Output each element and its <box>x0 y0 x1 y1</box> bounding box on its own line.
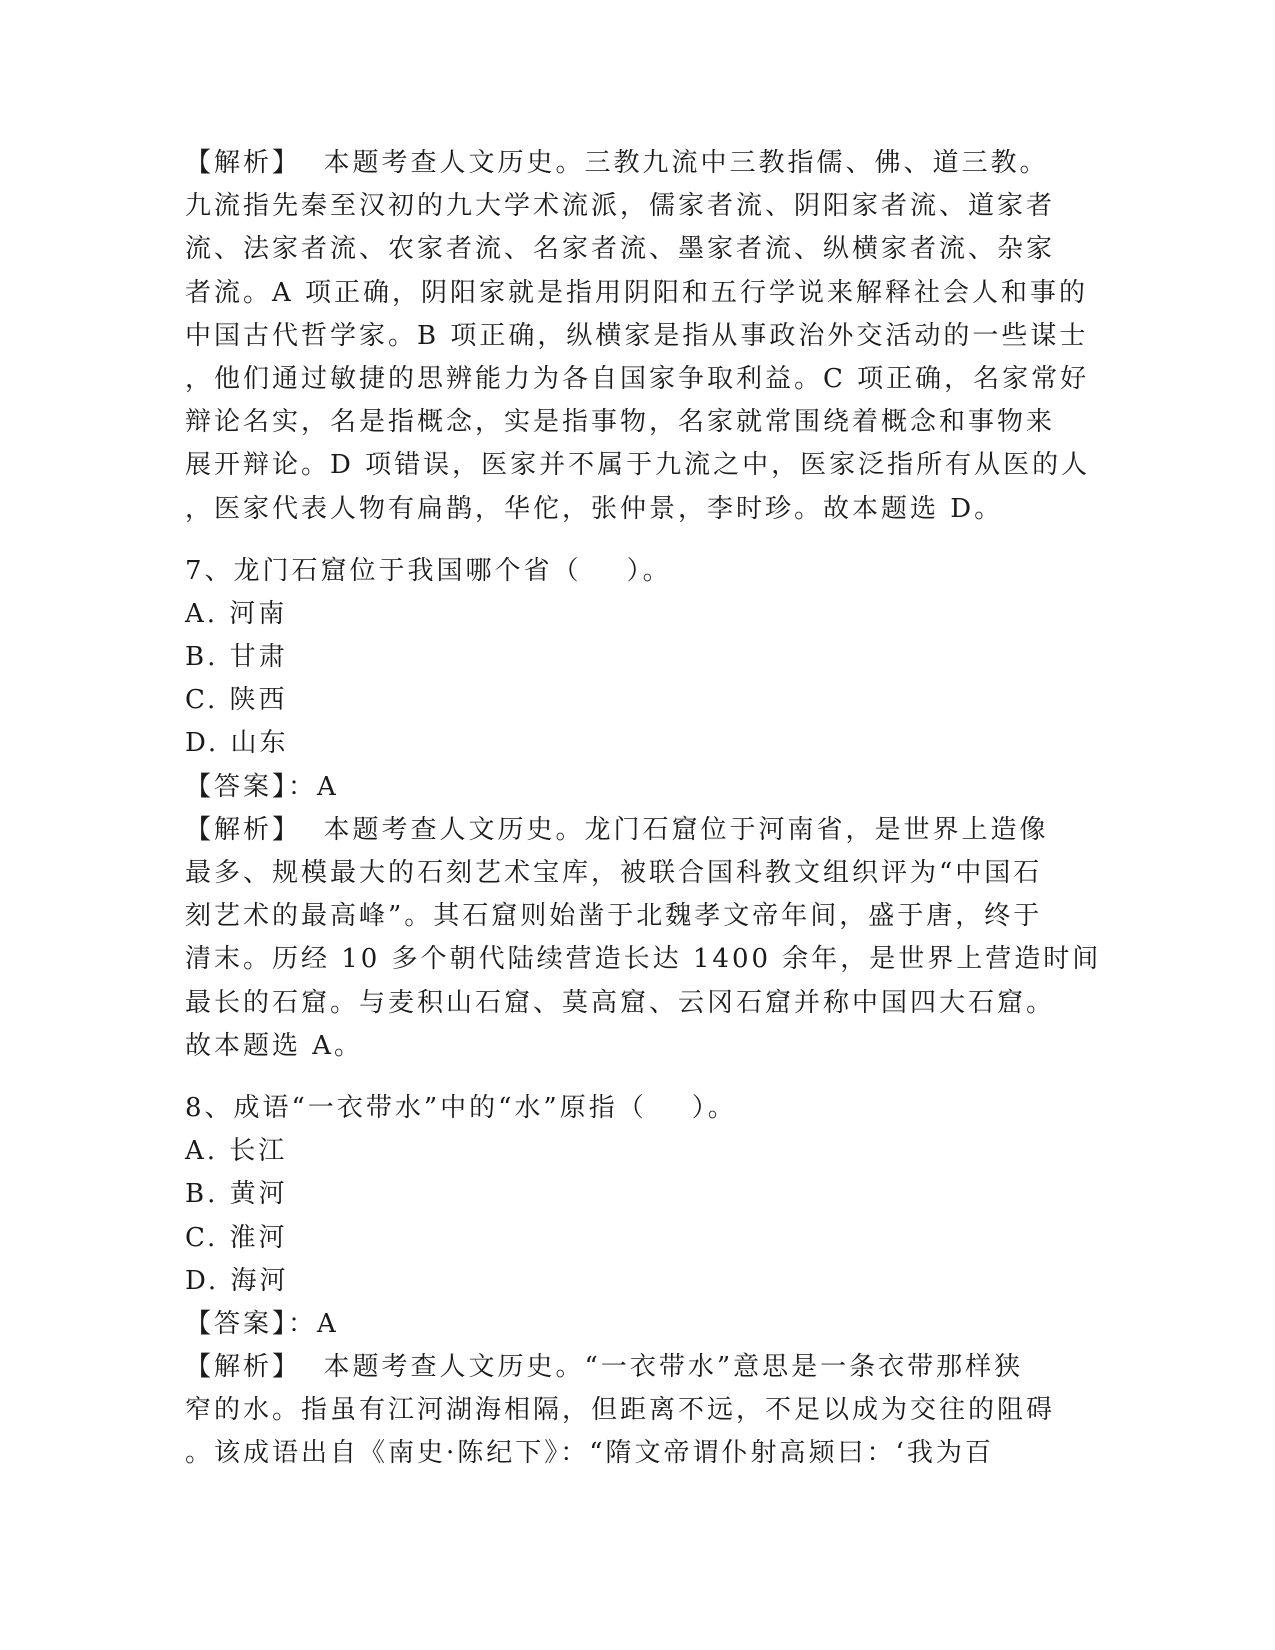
analysis-line: 流、法家者流、农家者流、名家者流、墨家者流、纵横家者流、杂家 <box>185 234 1056 265</box>
analysis-line: 辩论名实，名是指概念，实是指事物，名家就常围绕着概念和事物来 <box>185 407 1056 438</box>
option-c: C. 陕西 <box>185 685 288 716</box>
option-d: D. 海河 <box>185 1265 289 1296</box>
option-d: D. 山东 <box>185 728 289 759</box>
analysis-line: 清末。历经 10 多个朝代陆续营造长达 1400 余年，是世界上营造时间 <box>185 944 1102 975</box>
analysis-line: 最长的石窟。与麦积山石窟、莫高窟、云冈石窟并称中国四大石窟。 <box>185 987 1056 1018</box>
analysis-line: 九流指先秦至汉初的九大学术流派，儒家者流、阴阳家者流、道家者 <box>185 191 1056 222</box>
option-b: B. 黄河 <box>185 1179 288 1210</box>
option-b: B. 甘肃 <box>185 642 288 673</box>
option-a: A. 长江 <box>185 1136 288 1167</box>
question-text: 8、成语“一衣带水”中的“水”原指（ ）。 <box>185 1092 737 1123</box>
question-7 <box>185 550 1102 1068</box>
analysis-line: 【解析】 本题考查人文历史。龙门石窟位于河南省，是世界上造像 <box>185 814 1049 845</box>
analysis-line: 中国古代哲学家。B 项正确，纵横家是指从事政治外交活动的一些谋士 <box>185 320 1089 351</box>
answer-line: 【答案】：A <box>185 771 339 802</box>
question-text: 7、龙门石窟位于我国哪个省（ ）。 <box>185 555 672 586</box>
analysis-line: 【解析】 本题考查人文历史。三教九流中三教指儒、佛、道三教。 <box>185 148 1049 178</box>
analysis-line: 窄的水。指虽有江河湖海相隔，但距离不远，不足以成为交往的阻碍 <box>185 1395 1056 1426</box>
document-page <box>185 142 1102 1476</box>
question-8 <box>185 1087 1085 1476</box>
analysis-line: 。该成语出自《南史·陈纪下》：“隋文帝谓仆射高颎曰：‘我为百 <box>185 1438 994 1469</box>
option-a: A. 河南 <box>185 598 288 629</box>
spacer <box>185 531 1085 550</box>
analysis-line: 【解析】 本题考查人文历史。“一衣带水”意思是一条衣带那样狭 <box>185 1352 1024 1383</box>
option-c: C. 淮河 <box>185 1222 288 1253</box>
analysis-line: ，他们通过敏捷的思辨能力为各自国家争取利益。C 项正确，名家常好 <box>185 363 1090 394</box>
analysis-block-q6 <box>185 142 1091 531</box>
analysis-line: ，医家代表人物有扁鹊，华佗，张仲景，李时珍。故本题选 D。 <box>185 493 1004 524</box>
analysis-line: 故本题选 A。 <box>185 1030 364 1061</box>
answer-line: 【答案】：A <box>185 1308 339 1339</box>
analysis-line: 最多、规模最大的石刻艺术宝库，被联合国科教文组织评为“中国石 <box>185 858 1043 888</box>
analysis-line: 刻艺术的最高峰”。其石窟则始凿于北魏孝文帝年间，盛于唐，终于 <box>185 901 1043 932</box>
spacer <box>185 1068 1085 1087</box>
analysis-line: 展开辩论。D 项错误，医家并不属于九流之中，医家泛指所有从医的人 <box>185 450 1091 481</box>
analysis-line: 者流。A 项正确，阴阳家就是指用阴阳和五行学说来解释社会人和事的 <box>185 277 1089 308</box>
